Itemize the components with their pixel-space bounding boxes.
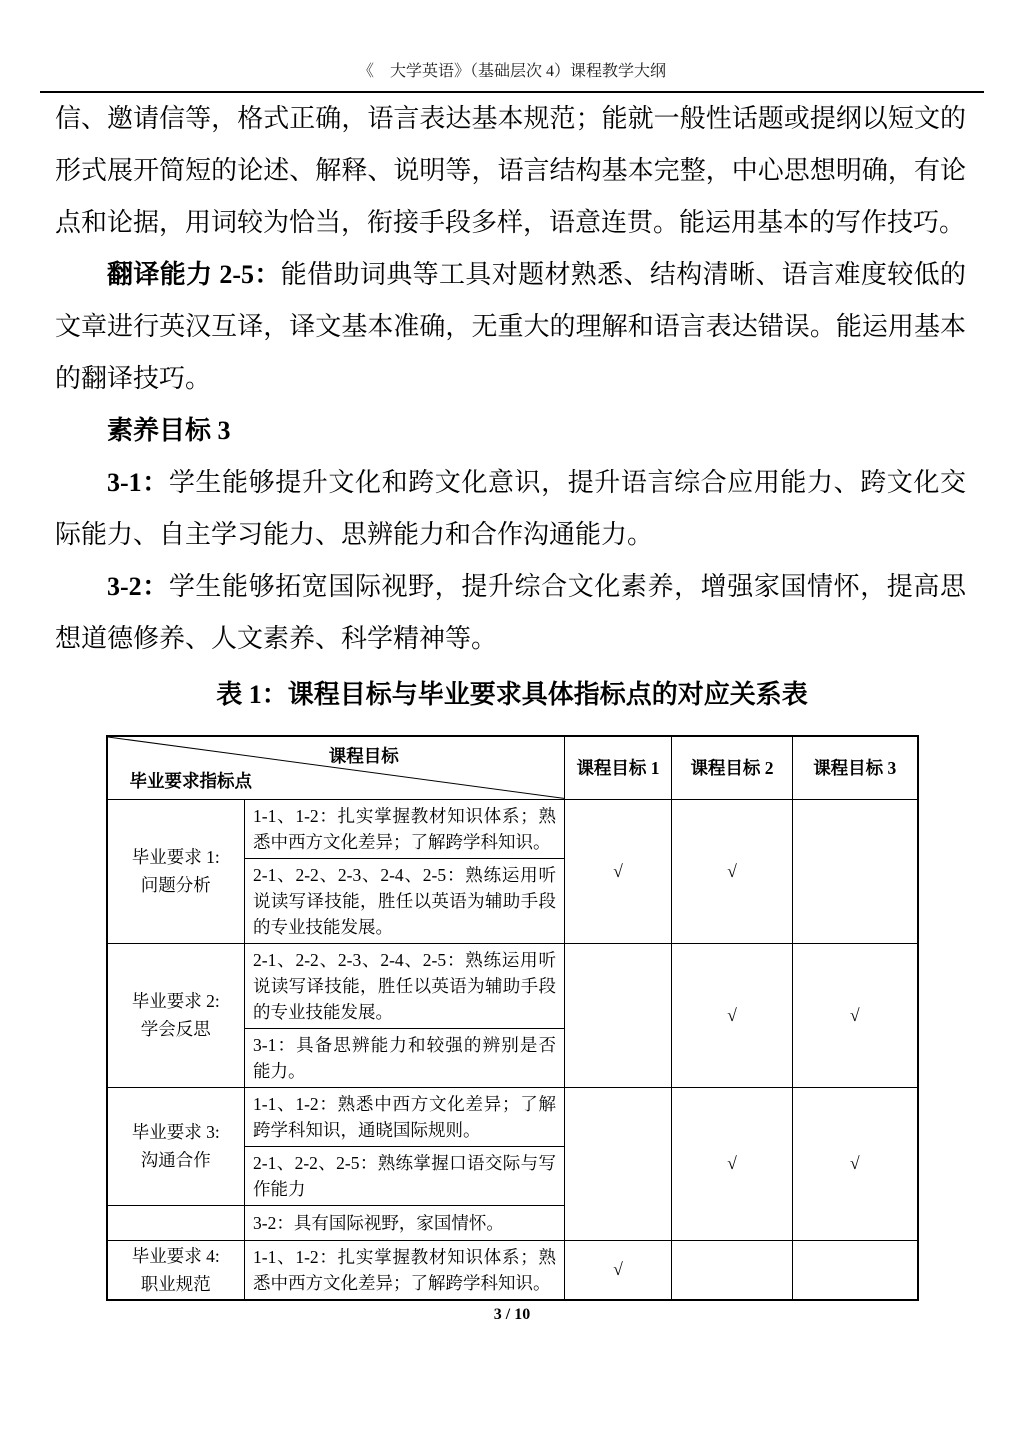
column-header-goal-1: 课程目标 1 bbox=[565, 736, 672, 799]
check-cell-goal-1 bbox=[565, 1087, 672, 1240]
requirement-4-cell bbox=[107, 1240, 245, 1300]
column-header-goal-2: 课程目标 2 bbox=[672, 736, 793, 799]
table-header-row bbox=[107, 736, 918, 799]
paragraph-lead: 3-2： bbox=[107, 572, 169, 601]
check-cell-goal-2 bbox=[672, 1240, 793, 1300]
check-cell-goal-2: √ bbox=[672, 1087, 793, 1240]
requirement-line-2: 学会反思 bbox=[140, 1019, 211, 1039]
indicator-cell: 3-1：具备思辨能力和较强的辨别是否能力。 bbox=[245, 1028, 565, 1087]
check-cell-goal-3: √ bbox=[793, 943, 918, 1087]
indicator-cell: 1-1、1-2：扎实掌握教材知识体系；熟悉中西方文化差异；了解跨学科知识。 bbox=[245, 799, 565, 858]
paragraph-text: 信、邀请信等，格式正确，语言表达基本规范；能就一般性话题或提纲以短文的形式展开简短的论述、解释、说明等，语言结构基本完整，中心思想明确，有论点和论据，用词较为恰当，衔接手段多样，语意连贯。能运用基本的写作技巧。 bbox=[55, 104, 966, 237]
paragraph-text: 学生能够提升文化和跨文化意识，提升语言综合应用能力、跨文化交际能力、自主学习能力、思辨能力和合作沟通能力。 bbox=[55, 468, 966, 549]
heading-quality-goal-3 bbox=[55, 405, 966, 457]
indicator-cell: 1-1、1-2：扎实掌握教材知识体系；熟悉中西方文化差异；了解跨学科知识。 bbox=[245, 1240, 565, 1300]
indicator-cell: 2-1、2-2、2-3、2-4、2-5：熟练运用听说读写译技能，胜任以英语为辅助手段的专业技能发展。 bbox=[245, 943, 565, 1028]
diagonal-corner-cell bbox=[107, 736, 565, 799]
requirement-1-cell bbox=[107, 799, 245, 943]
check-cell-goal-1: √ bbox=[565, 1240, 672, 1300]
paragraph-lead: 3-1： bbox=[107, 468, 169, 497]
requirement-line-1: 毕业要求 4: bbox=[131, 1245, 220, 1266]
paragraph-translation-ability bbox=[55, 249, 966, 405]
table-row bbox=[107, 799, 918, 858]
paragraph-writing-continuation bbox=[55, 93, 966, 249]
indicator-cell: 2-1、2-2、2-5：熟练掌握口语交际与写作能力 bbox=[245, 1146, 565, 1205]
corner-label-course-goals: 课程目标 bbox=[328, 746, 399, 766]
requirement-empty-cell bbox=[107, 1205, 245, 1240]
page-number: 3 / 10 bbox=[493, 1305, 531, 1323]
check-cell-goal-2: √ bbox=[672, 799, 793, 943]
heading-text: 素养目标 3 bbox=[107, 416, 231, 445]
table-row bbox=[107, 1087, 918, 1146]
table-row bbox=[107, 1240, 918, 1300]
requirement-line-2: 沟通合作 bbox=[140, 1150, 211, 1170]
corner-label-graduation-indicators: 毕业要求指标点 bbox=[129, 770, 252, 791]
course-goal-mapping-table bbox=[106, 735, 919, 1301]
paragraph-text: 能借助词典等工具对题材熟悉、结构清晰、语言难度较低的文章进行英汉互译，译文基本准确，无重大的理解和语言表达错误。能运用基本的翻译技巧。 bbox=[55, 260, 966, 393]
check-cell-goal-3 bbox=[793, 799, 918, 943]
requirement-line-2: 问题分析 bbox=[140, 875, 211, 895]
header-title: 《 大学英语》（基础层次 4）课程教学大纲 bbox=[357, 63, 666, 80]
paragraph-3-1 bbox=[55, 457, 966, 561]
indicator-cell: 1-1、1-2：熟悉中西方文化差异；了解跨学科知识，通晓国际规则。 bbox=[245, 1087, 565, 1146]
check-cell-goal-1 bbox=[565, 943, 672, 1087]
table-row bbox=[107, 943, 918, 1028]
table-1-title: 表 1：课程目标与毕业要求具体指标点的对应关系表 bbox=[216, 680, 808, 709]
page-header bbox=[40, 0, 984, 93]
check-cell-goal-3: √ bbox=[793, 1087, 918, 1240]
check-cell-goal-3 bbox=[793, 1240, 918, 1300]
paragraph-lead: 翻译能力 2-5： bbox=[107, 260, 281, 289]
body-content bbox=[0, 93, 1024, 665]
requirement-3-cell bbox=[107, 1087, 245, 1205]
indicator-cell: 2-1、2-2、2-3、2-4、2-5：熟练运用听说读写译技能，胜任以英语为辅助手段的专业技能发展。 bbox=[245, 858, 565, 943]
indicator-cell: 3-2：具有国际视野，家国情怀。 bbox=[245, 1205, 565, 1240]
requirement-line-2: 职业规范 bbox=[140, 1273, 211, 1294]
check-cell-goal-2: √ bbox=[672, 943, 793, 1087]
requirement-line-1: 毕业要求 2: bbox=[131, 991, 220, 1011]
column-header-goal-3: 课程目标 3 bbox=[793, 736, 918, 799]
requirement-line-1: 毕业要求 3: bbox=[131, 1122, 220, 1142]
requirement-line-1: 毕业要求 1: bbox=[131, 847, 220, 867]
paragraph-text: 学生能够拓宽国际视野，提升综合文化素养，增强家国情怀，提高思想道德修养、人文素养、科学精神等。 bbox=[55, 572, 966, 653]
paragraph-3-2 bbox=[55, 561, 966, 665]
requirement-2-cell bbox=[107, 943, 245, 1087]
check-cell-goal-1: √ bbox=[565, 799, 672, 943]
